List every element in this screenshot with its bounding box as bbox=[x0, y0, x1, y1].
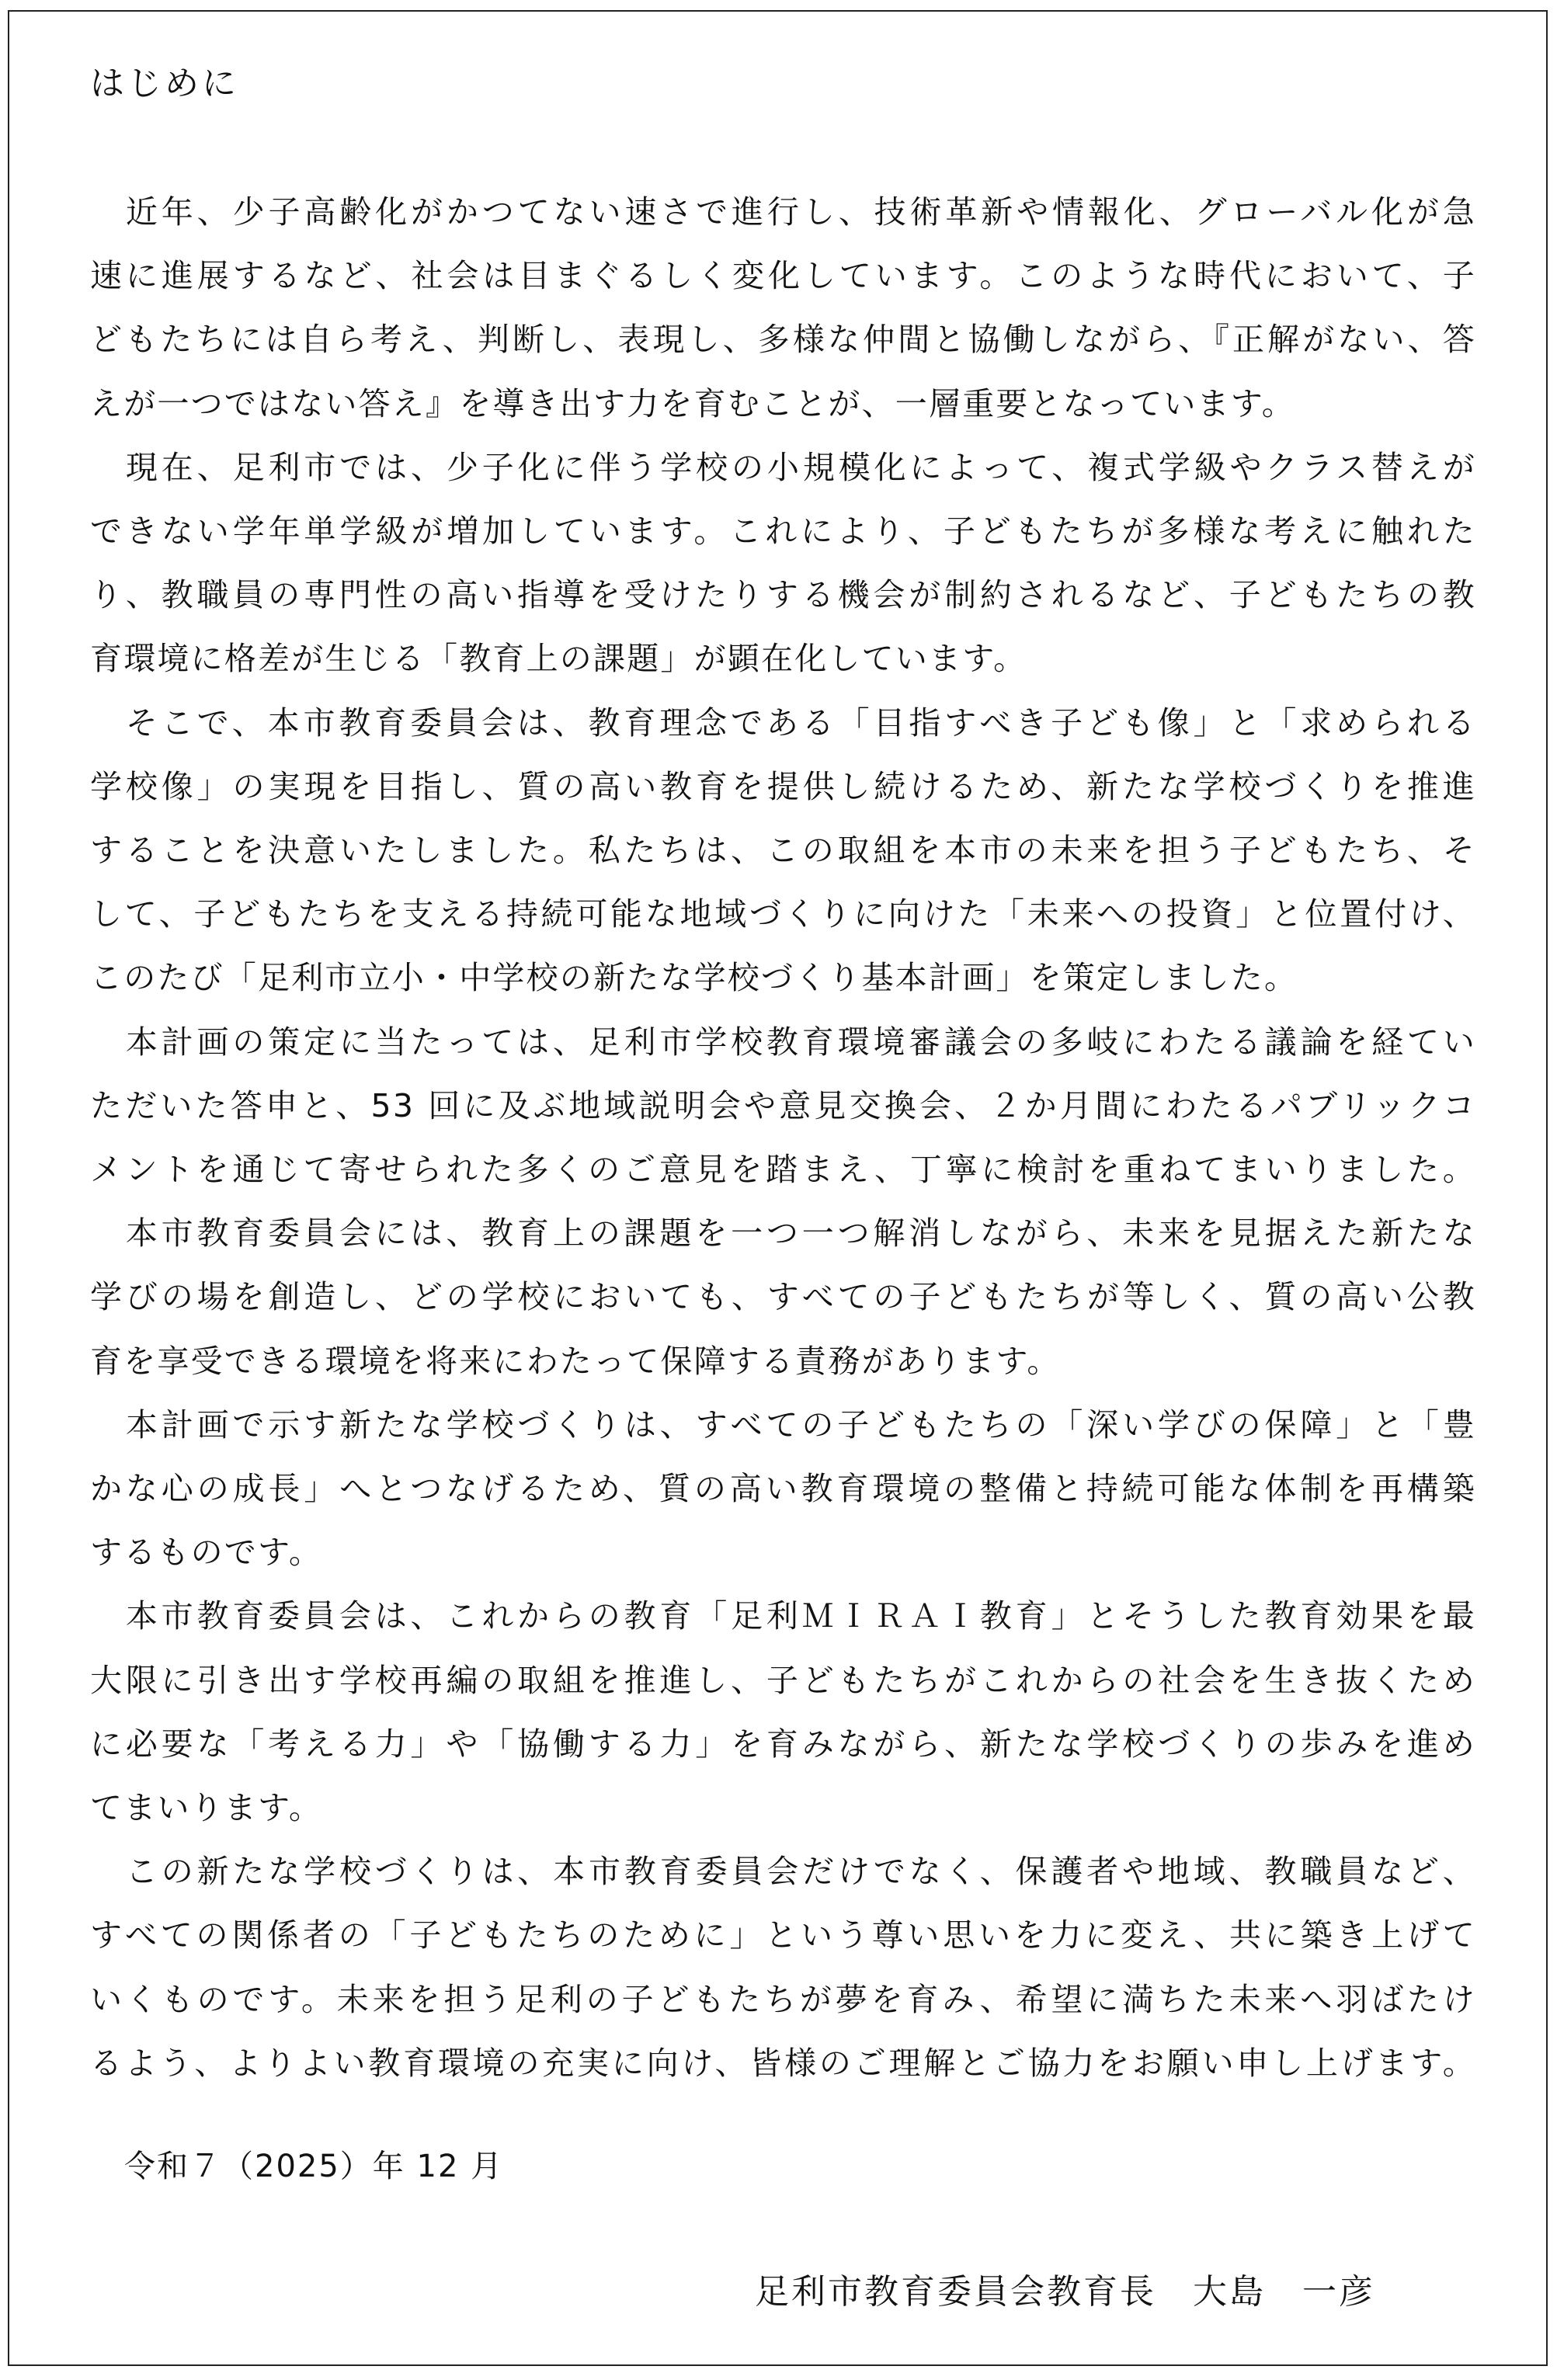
text-line: するものです。 bbox=[90, 1534, 323, 1572]
text-line: 近年、少子高齢化がかつてない速さで進行し、技術革新や情報化、グローバル化が急 bbox=[90, 193, 1476, 231]
text-line: することを決意いたしました。私たちは、この取組を本市の未来を担う子どもたち、そ bbox=[90, 832, 1476, 870]
paragraph-6 bbox=[90, 1393, 1476, 1585]
text-line: 育を享受できる環境を将来にわたって保障する責務があります。 bbox=[90, 1342, 1061, 1380]
text-line: 本計画で示す新たな学校づくりは、すべての子どもたちの「深い学びの保障」と「豊 bbox=[90, 1405, 1476, 1444]
text-line: ただいた答申と、53 回に及ぶ地域説明会や意見交換会、２か月間にわたるパブリックコ bbox=[90, 1086, 1476, 1124]
date-line: 令和７（2025）年 12 月 bbox=[124, 2149, 504, 2184]
text-line: てまいります。 bbox=[90, 1789, 323, 1827]
text-line: このたび「足利市立小・中学校の新たな学校づくり基本計画」を策定しました。 bbox=[90, 959, 1298, 997]
text-line: に必要な「考える力」や「協働する力」を育みながら、新たな学校づくりの歩みを進め bbox=[90, 1725, 1476, 1763]
text-line: そこで、本市教育委員会は、教育理念である「目指すべき子ども像」と「求められる bbox=[90, 704, 1476, 742]
text-line: るよう、よりよい教育環境の充実に向け、皆様のご理解とご協力をお願い申し上げます。 bbox=[90, 2044, 1476, 2082]
paragraph-5 bbox=[90, 1201, 1476, 1393]
paragraph-1 bbox=[90, 180, 1476, 436]
text-line: 育環境に格差が生じる「教育上の課題」が顕在化しています。 bbox=[90, 640, 1027, 678]
text-line: 本市教育委員会には、教育上の課題を一つ一つ解消しながら、未来を見据えた新たな bbox=[90, 1214, 1476, 1253]
paragraph-7 bbox=[90, 1584, 1476, 1840]
text-line: して、子どもたちを支える持続可能な地域づくりに向けた「未来への投資」と位置付け、 bbox=[90, 895, 1476, 933]
text-line: メントを通じて寄せられた多くのご意見を踏まえ、丁寧に検討を重ねてまいりました。 bbox=[90, 1151, 1476, 1189]
text-line: できない学年単学級が増加しています。これにより、子どもたちが多様な考えに触れた bbox=[90, 512, 1476, 551]
text-line: どもたちには自ら考え、判断し、表現し、多様な仲間と協働しながら、『正解がない、答 bbox=[90, 321, 1476, 359]
signature: 足利市教育委員会教育長 大島 一彦 bbox=[755, 2272, 1375, 2312]
text-line: 学びの場を創造し、どの学校においても、すべての子どもたちが等しく、質の高い公教 bbox=[90, 1278, 1476, 1316]
text-line: すべての関係者の「子どもたちのために」という尊い思いを力に変え、共に築き上げて bbox=[90, 1916, 1476, 1954]
text-line: この新たな学校づくりは、本市教育委員会だけでなく、保護者や地域、教職員など、 bbox=[90, 1853, 1476, 1891]
text-line: いくものです。未来を担う足利の子どもたちが夢を育み、希望に満ちた未来へ羽ばたけ bbox=[90, 1980, 1476, 2018]
page-title: はじめに bbox=[90, 64, 239, 103]
text-line: 本市教育委員会は、これからの教育「足利ＭＩＲＡＩ教育」とそうした教育効果を最 bbox=[90, 1597, 1476, 1635]
body-text bbox=[90, 180, 1476, 2095]
paragraph-3 bbox=[90, 691, 1476, 1010]
text-line: 現在、足利市では、少子化に伴う学校の小規模化によって、複式学級やクラス替えが bbox=[90, 448, 1476, 486]
paragraph-8 bbox=[90, 1840, 1476, 2095]
text-line: かな心の成長」へとつなげるため、質の高い教育環境の整備と持続可能な体制を再構築 bbox=[90, 1470, 1476, 1508]
text-line: 速に進展するなど、社会は目まぐるしく変化しています。このような時代において、子 bbox=[90, 257, 1476, 295]
text-line: 大限に引き出す学校再編の取組を推進し、子どもたちがこれからの社会を生き抜くため bbox=[90, 1661, 1476, 1699]
text-line: 本計画の策定に当たっては、足利市学校教育環境審議会の多岐にわたる議論を経てい bbox=[90, 1023, 1476, 1061]
paragraph-4 bbox=[90, 1010, 1476, 1202]
text-line: えが一つではない答え』を導き出す力を育むことが、一層重要となっています。 bbox=[90, 384, 1295, 422]
text-line: 学校像」の実現を目指し、質の高い教育を提供し続けるため、新たな学校づくりを推進 bbox=[90, 767, 1476, 805]
paragraph-2 bbox=[90, 436, 1476, 691]
text-line: り、教職員の専門性の高い指導を受けたりする機会が制約されるなど、子どもたちの教 bbox=[90, 576, 1476, 614]
